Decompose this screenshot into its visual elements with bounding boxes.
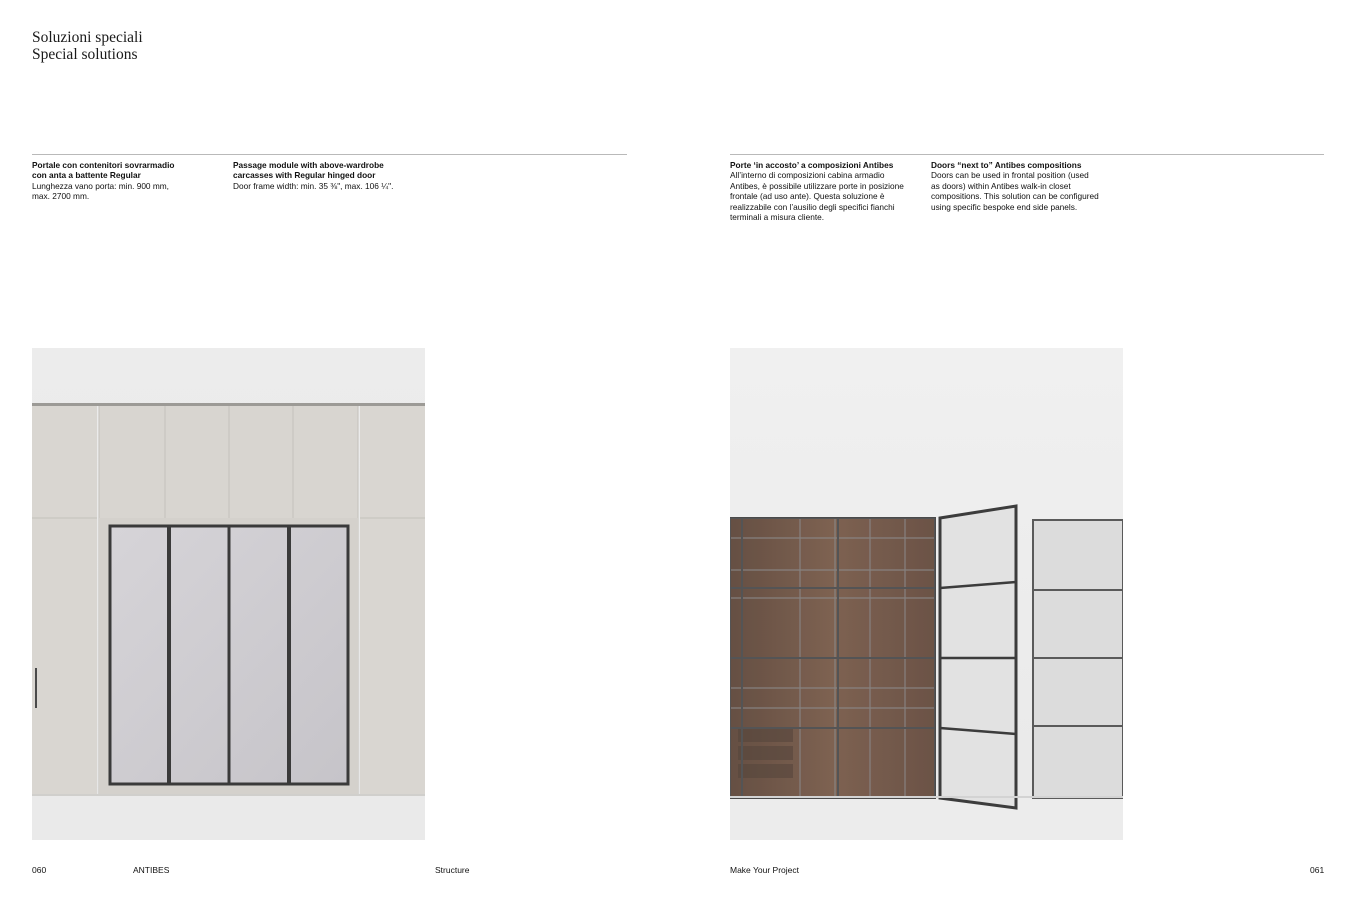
right-caption-it-line-3: frontale (ad uso ante). Questa soluzione è <box>730 191 885 202</box>
page-title-it: Soluzioni speciali <box>32 29 143 46</box>
right-caption-it-line-1: All’interno di composizioni cabina armadio <box>730 170 885 181</box>
passage-module-illustration <box>32 348 425 840</box>
right-caption-it-line-5: terminali a misura cliente. <box>730 212 825 223</box>
page-title-en: Special solutions <box>32 46 138 63</box>
left-caption-it-title-1: Portale con contenitori sovrarmadio <box>32 160 175 170</box>
right-caption-en <box>931 160 1126 212</box>
left-caption-it <box>32 160 222 202</box>
section-label-right: Make Your Project <box>730 865 799 875</box>
left-caption-en-title-2: carcasses with Regular hinged door <box>233 170 376 181</box>
left-caption-it-body-2: max. 2700 mm. <box>32 191 90 202</box>
right-product-image <box>730 348 1123 840</box>
brand-label: ANTIBES <box>133 865 170 875</box>
walk-in-closet-illustration <box>730 348 1123 840</box>
left-caption-en-title-1: Passage module with above-wardrobe <box>233 160 384 170</box>
page-number-right: 061 <box>1310 865 1325 875</box>
right-caption-en-line-3: compositions. This solution can be configured <box>931 191 1099 202</box>
left-caption-it-body-1: Lunghezza vano porta: min. 900 mm, <box>32 180 169 191</box>
section-label: Structure <box>435 865 470 875</box>
right-caption-it-line-2: Antibes, è possibile utilizzare porte in posizione <box>730 180 904 191</box>
right-caption-en-line-2: as doors) within Antibes walk-in closet <box>931 180 1071 191</box>
right-caption-it-line-4: realizzabile con l’ausilio degli specifici fianchi <box>730 201 895 212</box>
page-number-left: 060 <box>32 865 47 875</box>
right-caption-en-line-4: using specific bespoke end side panels. <box>931 201 1078 212</box>
right-caption-en-title: Doors “next to” Antibes compositions <box>931 160 1082 170</box>
right-divider <box>730 154 1324 155</box>
left-product-image <box>32 348 425 840</box>
left-caption-en <box>233 160 423 191</box>
left-caption-it-title-2: con anta a battente Regular <box>32 170 141 181</box>
left-caption-en-body-1: Door frame width: min. 35 ⅜", max. 106 ¼". <box>233 180 394 191</box>
right-caption-en-line-1: Doors can be used in frontal position (used <box>931 170 1089 181</box>
page-title <box>32 29 143 63</box>
left-divider <box>32 154 627 155</box>
right-caption-it-title: Porte ‘in accosto’ a composizioni Antibes <box>730 160 894 170</box>
right-caption-it <box>730 160 925 222</box>
